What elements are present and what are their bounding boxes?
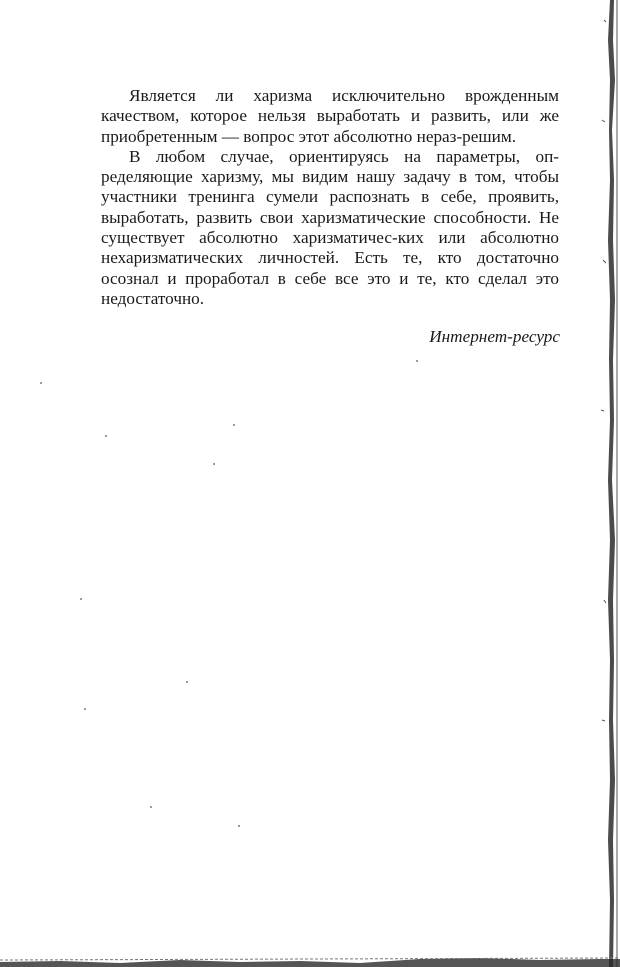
scan-edge-right	[598, 0, 620, 967]
dust-speck	[186, 681, 188, 683]
scan-edge-bottom	[0, 950, 620, 967]
dust-speck	[80, 598, 82, 600]
dust-speck	[40, 382, 42, 384]
dust-speck	[233, 424, 235, 426]
dust-speck	[84, 708, 86, 710]
dust-speck	[213, 463, 215, 465]
body-text	[101, 86, 559, 309]
source-attribution: Интернет-ресурс	[429, 327, 560, 346]
dust-speck	[105, 435, 107, 437]
dust-speck	[238, 825, 240, 827]
dust-speck	[150, 806, 152, 808]
paragraph-2: В любом случае, ориентируясь на параметры, оп-ределяющие харизму, мы видим нашу задачу в том, чтобы участники тренинга сумели распознать в себе, проявить, выработать, развить свои харизматические способности. Не существует абсолютно харизматичес-ких или абсолютно нехаризматических личностей. Есть те, кто достаточно осознал и проработал в себе все это и те, кто сделал это недостаточно.	[101, 146, 559, 308]
dust-speck	[416, 360, 418, 362]
paragraph-1: Является ли харизма исключительно врожденным качеством, которое нельзя выработать и развить, или же приобретенным — вопрос этот абсолютно нераз-решим.	[101, 86, 559, 146]
